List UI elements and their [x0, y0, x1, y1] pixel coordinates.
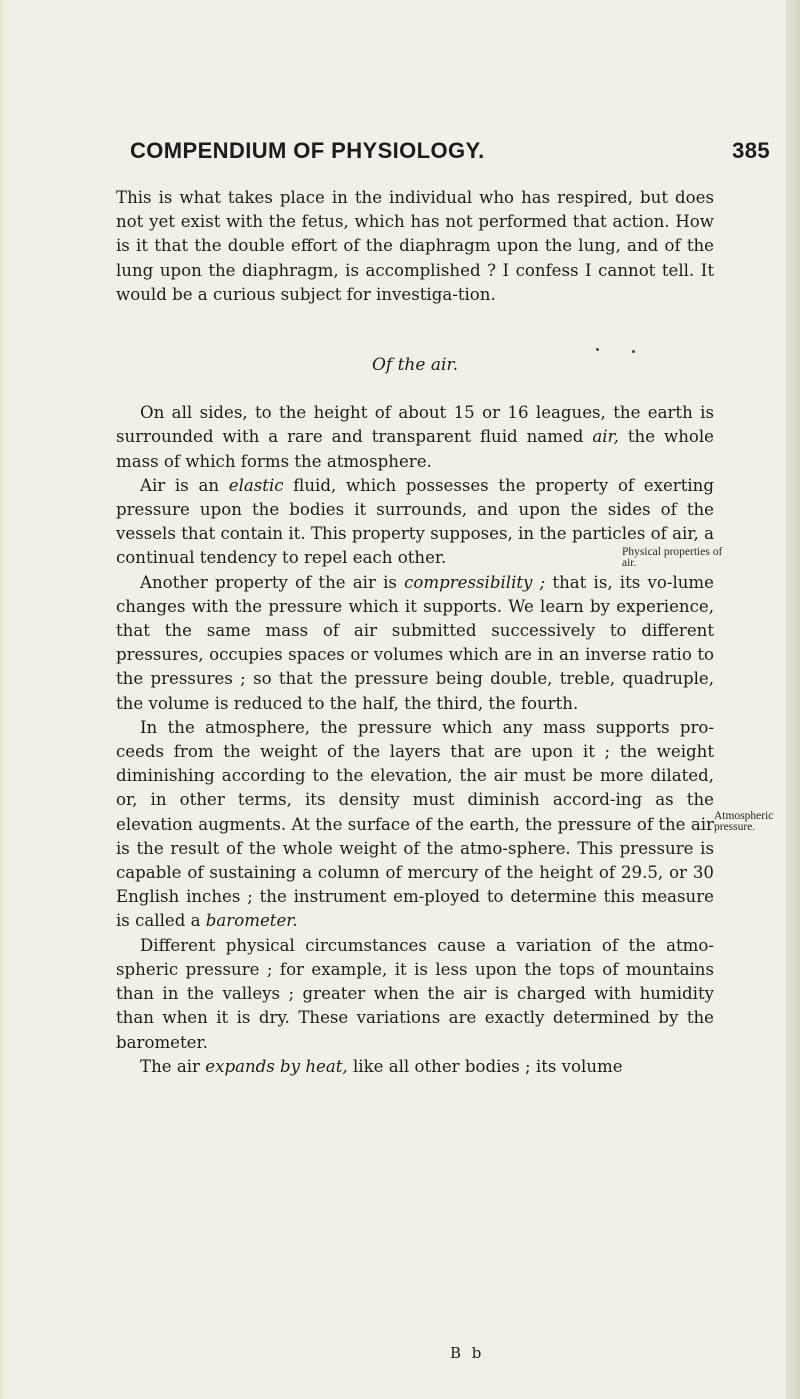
- term-elastic: elastic: [228, 475, 284, 495]
- paragraph-air-definition: On all sides, to the height of about 15 or 16 leagues, the earth is surrounded with a rare and transparent fluid named air, the whole mass of which forms the atmosphere.: [116, 403, 714, 471]
- term-compressibility: compressibility ;: [404, 572, 546, 592]
- term-air: air,: [592, 427, 619, 447]
- signature-mark: B b: [450, 1344, 485, 1362]
- term-barometer: barometer.: [205, 911, 298, 931]
- running-title: COMPENDIUM OF PHYSIOLOGY.: [130, 138, 485, 163]
- paragraph-compressibility: Another property of the air is compressibility ; that is, its vo-lume changes with the pressure which it supports. We learn by experience, that the same mass of air submitted successively to different pressures, occupies spaces or volumes which are in an inverse ratio to the pressures ; so that the pressure being double, treble, quadruple, the volume is reduced to the half, the third, the fourth.: [116, 572, 714, 713]
- page-number: 385: [732, 138, 770, 163]
- page-left-edge: [0, 0, 6, 1399]
- section-heading: Of the air.: [371, 355, 459, 376]
- stray-mark: [632, 350, 635, 353]
- stray-mark: [596, 348, 599, 351]
- paragraph-elasticity: Air is an elastic fluid, which possesses the property of exerting pressure upon the bodies it surrounds, and upon the sides of the vessels that contain it. This property supposes, in the particles of air, a continual tendency to repel each other.: [116, 475, 714, 568]
- running-header: [130, 138, 770, 168]
- page-right-edge: [786, 0, 800, 1399]
- paragraph-pressure-variation: Different physical circumstances cause a variation of the atmo-spheric pressure ; for example, it is less upon the tops of mountains than in the valleys ; greater when the air is charged with humidity than when it is dry. These variations are exactly determined by the barometer.: [116, 935, 714, 1052]
- paragraph-atmospheric-pressure: In the atmosphere, the pressure which any mass supports pro-ceeds from the weight of the layers that are upon it ; the weight diminishing according to the elevation, the air must be more dilated, or, in other terms, its density must diminish accord-ing as the elevation augments. At the surface of the earth, the pressure of the air is the result of the whole weight of the atmo-sphere. This pressure is capable of sustaining a column of mercury of the height of 29.5, or 30 English inches ; the instrument em-ployed to determine this measure is called a barometer.: [116, 717, 714, 931]
- paragraph-expansion: The air expands by heat, like all other bodies ; its volume: [140, 1056, 623, 1076]
- paragraph-respiration: This is what takes place in the individual who has respired, but does not yet exist with the fetus, which has not performed that action. How is it that the double effort of the diaphragm upon the lung, and of the lung upon the diaphragm, is accomplished ? I confess I cannot tell. It would be a curious subject for investiga-tion.: [116, 188, 714, 304]
- term-expands-by-heat: expands by heat,: [205, 1056, 348, 1076]
- body-text: [116, 186, 714, 1079]
- margin-note-atmospheric-pressure: Atmospheric pressure.: [714, 810, 774, 833]
- margin-note-physical-properties: Physical properties of air.: [622, 546, 723, 569]
